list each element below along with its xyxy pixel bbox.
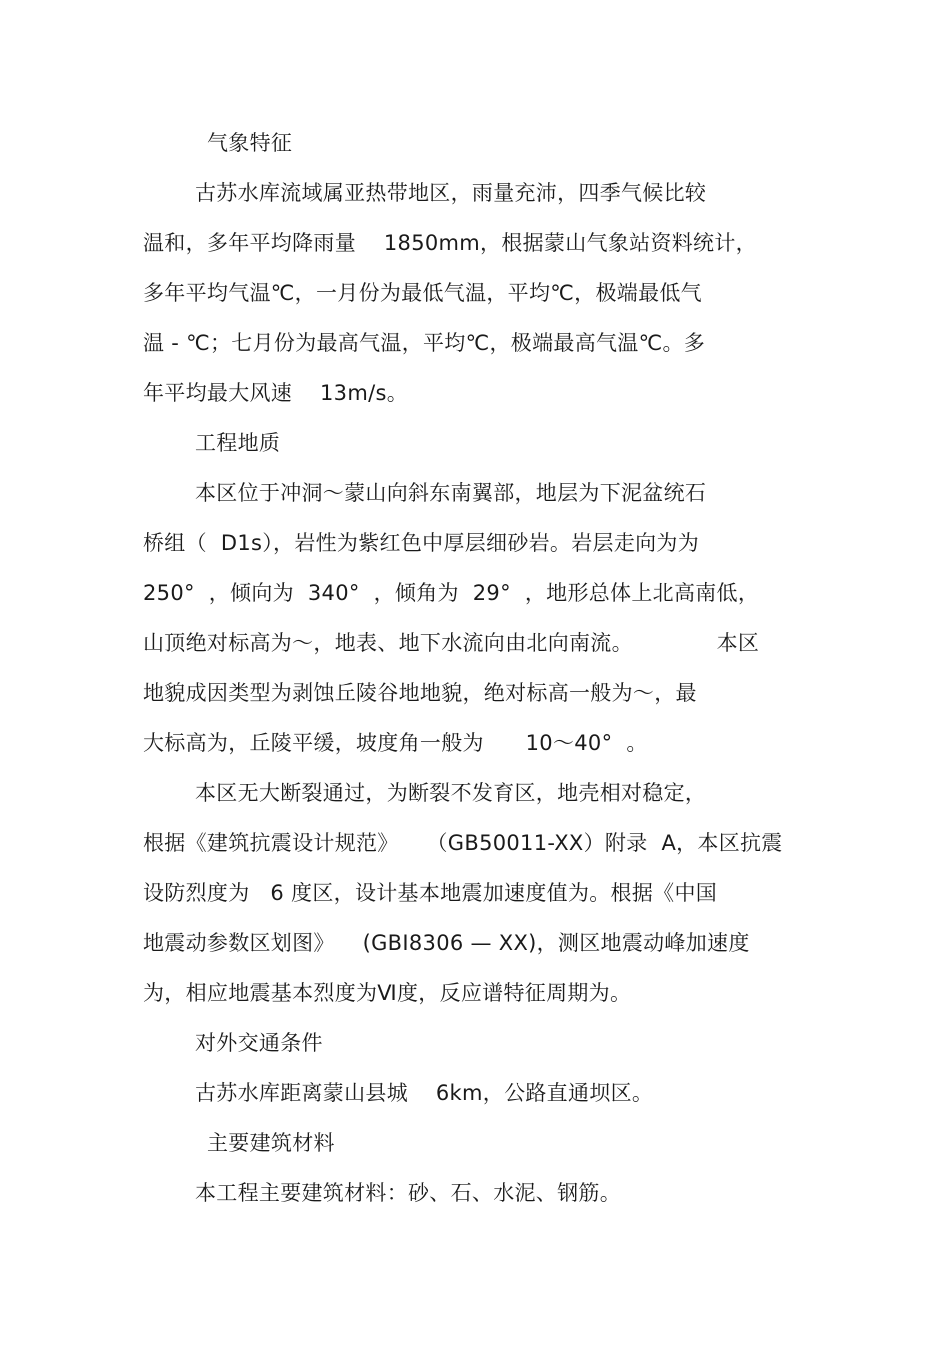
paragraph-line: 大标高为，丘陵平缓，坡度角一般为 10～40° 。 (143, 731, 648, 755)
heading-materials: 主要建筑材料 (207, 1131, 335, 1155)
paragraph-line: 本区位于冲洞～蒙山向斜东南翼部，地层为下泥盆统石 (195, 481, 707, 505)
paragraph-line: 根据《建筑抗震设计规范》 （GB50011-XX）附录 A，本区抗震 (143, 831, 783, 855)
paragraph-line: 本工程主要建筑材料：砂、石、水泥、钢筋。 (195, 1181, 621, 1205)
paragraph-line: 地貌成因类型为剥蚀丘陵谷地地貌，绝对标高一般为～，最 (143, 681, 697, 705)
paragraph-line: 温和，多年平均降雨量 1850mm，根据蒙山气象站资料统计， (143, 231, 757, 255)
paragraph-line: 为，相应地震基本烈度为Ⅵ度，反应谱特征周期为。 (143, 981, 632, 1005)
paragraph-line: 多年平均气温℃，一月份为最低气温，平均℃，极端最低气 (143, 281, 702, 305)
paragraph-line: 地震动参数区划图》 (GBI8306 — XX)，测区地震动峰加速度 (143, 931, 750, 955)
paragraph-line: 设防烈度为 6 度区，设计基本地震加速度值为。根据《中国 (143, 881, 718, 905)
paragraph-line: 温 - ℃；七月份为最高气温，平均℃，极端最高气温℃。多 (143, 331, 706, 355)
paragraph-line: 古苏水库流域属亚热带地区，雨量充沛，四季气候比较 (195, 181, 707, 205)
heading-geology: 工程地质 (195, 431, 281, 455)
heading-weather: 气象特征 (207, 131, 293, 155)
paragraph-line: 年平均最大风速 13m/s。 (143, 381, 408, 405)
paragraph-line: 山顶绝对标高为～，地表、地下水流向由北向南流。 本区 (143, 631, 760, 655)
paragraph-line: 桥组（ D1s），岩性为紫红色中厚层细砂岩。岩层走向为为 (143, 531, 700, 555)
heading-transport: 对外交通条件 (195, 1031, 323, 1055)
paragraph-line: 本区无大断裂通过，为断裂不发育区，地壳相对稳定， (195, 781, 707, 805)
paragraph-line: 250° ，倾向为 340° ，倾角为 29° ，地形总体上北高南低， (143, 581, 760, 605)
paragraph-line: 古苏水库距离蒙山县城 6km，公路直通坝区。 (195, 1081, 654, 1105)
